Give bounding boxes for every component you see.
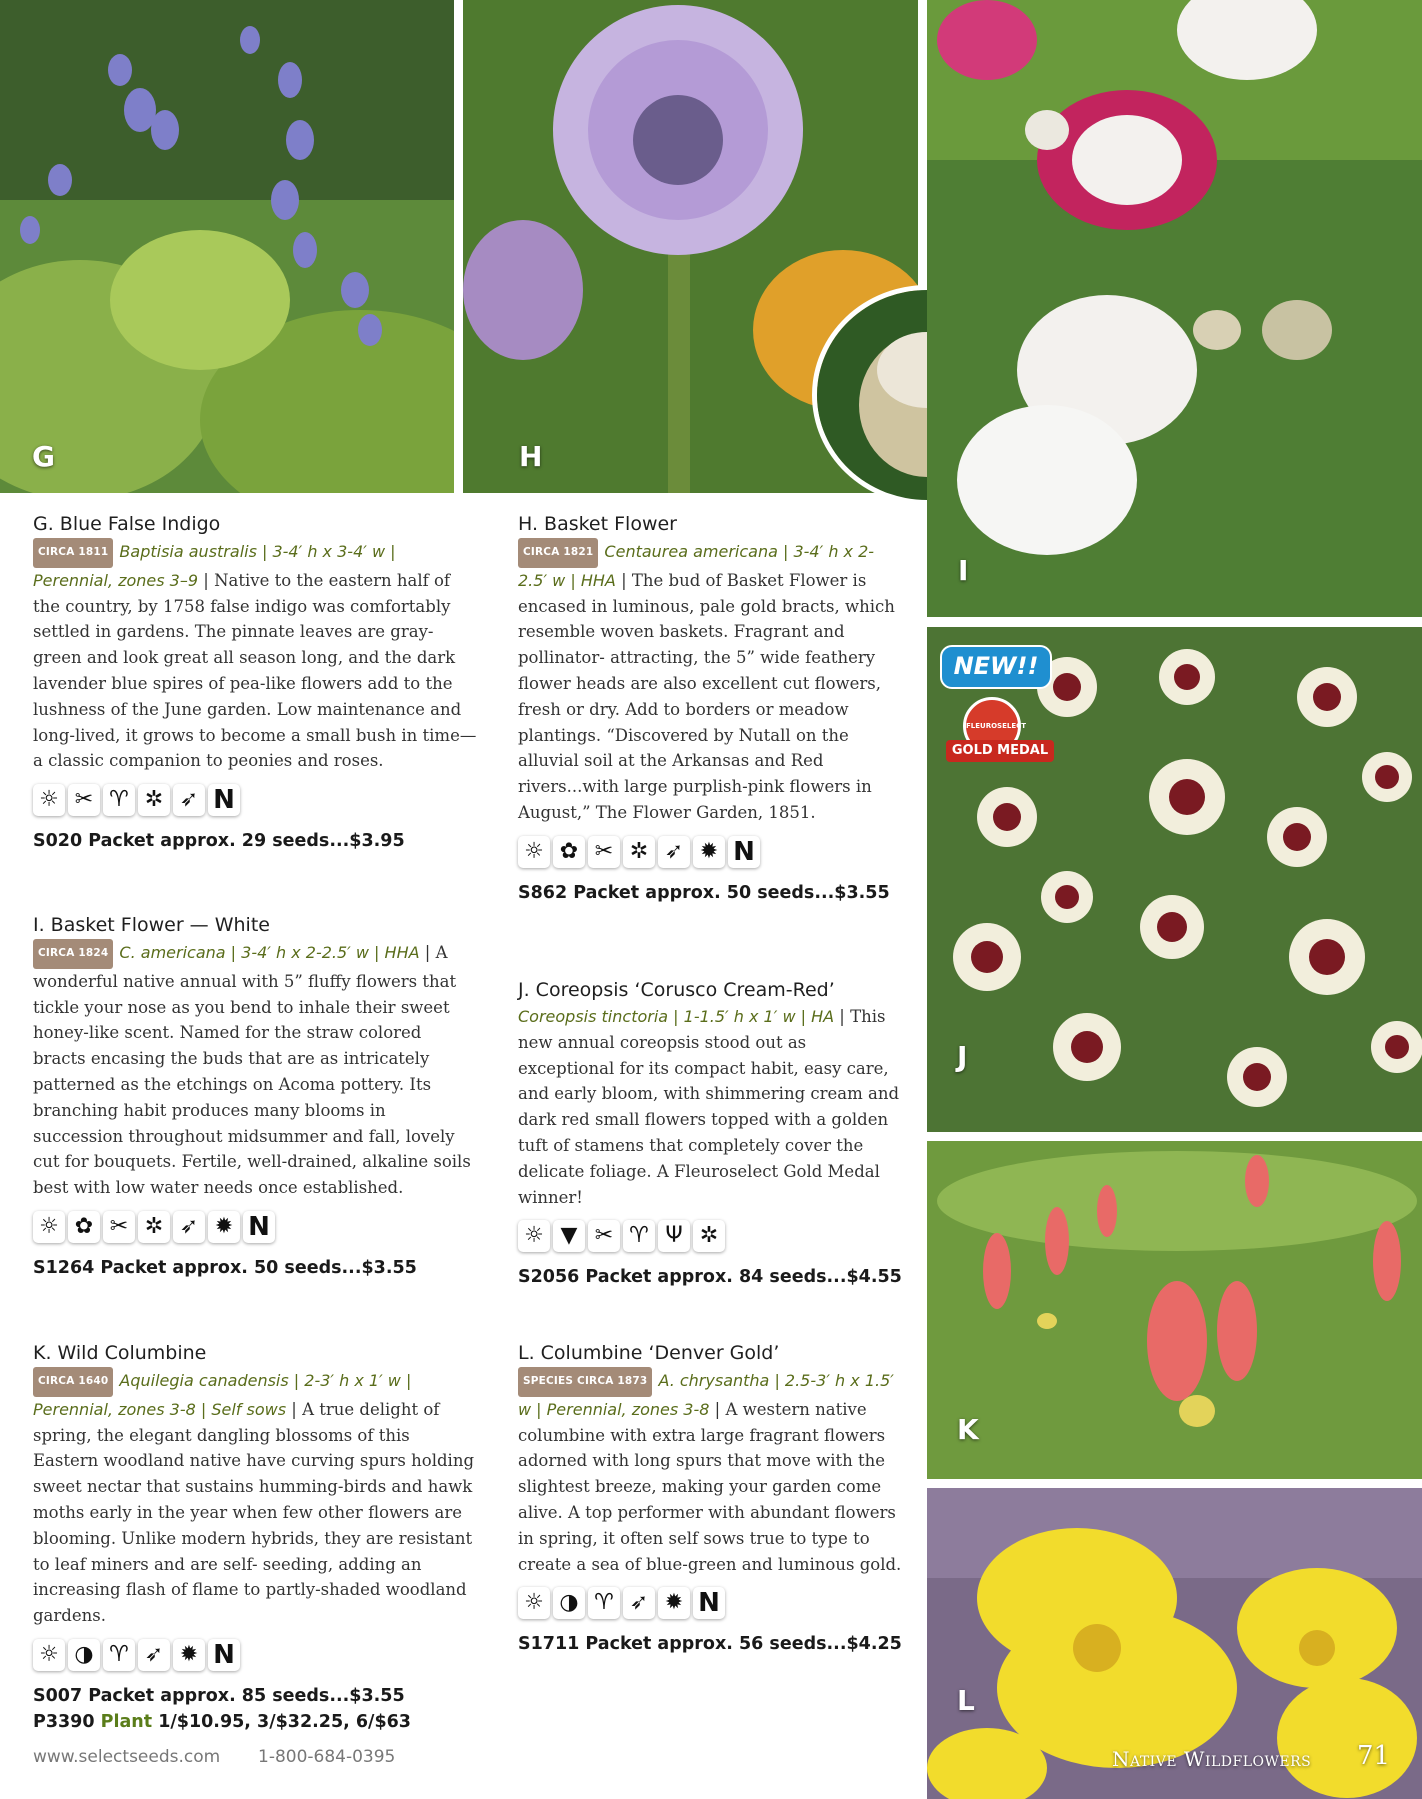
bee-icon: ✹ xyxy=(173,1639,205,1671)
entry-i-price: S1264 Packet approx. 50 seeds...$3.55 xyxy=(33,1257,417,1278)
gold-medal-badge: GOLD MEDAL xyxy=(946,740,1054,762)
sun-icon: ☼ xyxy=(33,1639,65,1671)
entry-j-body xyxy=(518,1004,903,1210)
deer-icon: ♈ xyxy=(103,1639,135,1671)
sun-icon: ☼ xyxy=(33,784,65,816)
sun-icon: ☼ xyxy=(518,1220,550,1252)
sun-icon: ☼ xyxy=(518,1587,550,1619)
entry-g-title: G. Blue False Indigo xyxy=(33,513,221,535)
entry-j xyxy=(518,979,903,1290)
footer-website: www.selectseeds.com xyxy=(33,1747,221,1767)
sun-icon: ☼ xyxy=(518,836,550,868)
entry-g-body xyxy=(33,538,477,774)
container-icon: ▼ xyxy=(553,1220,585,1252)
native-icon: N xyxy=(728,836,760,868)
circa-badge: SPECIES CIRCA 1873 xyxy=(518,1367,652,1397)
entry-j-price: S2056 Packet approx. 84 seeds...$4.55 xyxy=(518,1267,902,1288)
scissors-icon: ✂ xyxy=(588,1220,620,1252)
entry-k-sci: Aquilegia canadensis | 2-3′ h x 1′ w | Perennial, zones 3-8 | Self sows xyxy=(33,1371,412,1419)
entry-i-desc: | A wonderful native annual with 5” fluffy flowers that tickle your nose as you bend to inhale their sweet honey-like scent. Named for the straw colored bracts encasing the buds that are as intricately patterned as the etchings on Acoma pottery. Its branching habit produces many blooms in succession throughout midsummer and fall, lovely cut for bouquets. Fertile, well-drained, alkaline soils best with low water needs once established. xyxy=(33,943,471,1198)
entry-k-price: S007 Packet approx. 85 seeds...$3.55 xyxy=(33,1685,405,1706)
hummingbird-icon: ➶ xyxy=(658,836,690,868)
entry-h-desc: | The bud of Basket Flower is encased in luminous, pale gold bracts, which resemble woven baskets. Fragrant and pollinator- attracting, the 5” wide feathery flower heads are also excellent cut flowers, fresh or dry. Add to borders or meadow plantings. “Discovered by Nutall on the alluvial soil at the Arkansas and Red rivers...with large purplish-pink flowers in August,” The Flower Garden, 1851. xyxy=(518,570,895,822)
entry-h xyxy=(518,513,903,906)
entry-g xyxy=(33,513,477,854)
hummingbird-icon: ➶ xyxy=(173,784,205,816)
entry-i-title: I. Basket Flower — White xyxy=(33,914,270,936)
photo-g-blue-false-indigo xyxy=(0,0,454,493)
entry-i-sci: C. americana | 3-4′ h x 2-2.5′ w | HHA xyxy=(119,943,420,962)
circa-badge: CIRCA 1811 xyxy=(33,538,113,568)
bee-icon: ✹ xyxy=(208,1211,240,1243)
entry-i-body xyxy=(33,939,477,1201)
bee-icon: ✹ xyxy=(693,836,725,868)
photo-i-basket-flower-white xyxy=(927,0,1422,617)
entry-k xyxy=(33,1342,477,1735)
scissors-icon: ✂ xyxy=(103,1211,135,1243)
sun-icon: ☼ xyxy=(33,1211,65,1243)
photo-label-j: J xyxy=(957,1040,968,1073)
fragrance-icon: ✿ xyxy=(68,1211,100,1243)
entry-l-sci: A. chrysantha | 2.5-3′ h x 1.5′ w | Perennial, zones 3-8 xyxy=(518,1371,894,1419)
photo-label-l: L xyxy=(957,1684,975,1717)
entry-l-price: S1711 Packet approx. 56 seeds...$4.25 xyxy=(518,1634,902,1655)
entry-l-body xyxy=(518,1367,903,1577)
entry-k-plant-price xyxy=(33,1709,477,1735)
bee-icon: ✹ xyxy=(658,1587,690,1619)
entry-h-icons xyxy=(518,836,903,868)
photo-label-i: I xyxy=(958,554,969,587)
butterfly-icon: ✲ xyxy=(623,836,655,868)
page-number: 71 xyxy=(1357,1741,1391,1771)
circa-badge: CIRCA 1640 xyxy=(33,1367,113,1397)
butterfly-icon: ✲ xyxy=(138,784,170,816)
entry-h-sci: Centaurea americana | 3-4′ h x 2-2.5′ w | HHA xyxy=(518,542,875,590)
new-badge: NEW!! xyxy=(940,645,1052,689)
entry-l-title: L. Columbine ‘Denver Gold’ xyxy=(518,1342,780,1364)
entry-k-body xyxy=(33,1367,477,1629)
entry-l xyxy=(518,1342,903,1657)
native-icon: N xyxy=(243,1211,275,1243)
entry-k-title: K. Wild Columbine xyxy=(33,1342,207,1364)
hummingbird-icon: ➶ xyxy=(138,1639,170,1671)
entry-h-body xyxy=(518,538,903,826)
entry-i-icons xyxy=(33,1211,477,1243)
plant-prices: 1/$10.95, 3/$32.25, 6/$63 xyxy=(158,1711,411,1732)
section-title: Native Wildflowers xyxy=(1112,1747,1312,1771)
photo-label-k: K xyxy=(957,1413,979,1446)
circa-badge: CIRCA 1821 xyxy=(518,538,598,568)
entry-j-icons xyxy=(518,1220,903,1252)
deer-icon: ♈ xyxy=(588,1587,620,1619)
entry-h-title: H. Basket Flower xyxy=(518,513,677,535)
photo-label-h: H xyxy=(519,440,543,473)
native-icon: N xyxy=(208,1639,240,1671)
plant-word: Plant xyxy=(100,1711,153,1732)
butterfly-icon: ✲ xyxy=(138,1211,170,1243)
part-shade-icon: ◑ xyxy=(553,1587,585,1619)
entry-g-icons xyxy=(33,784,477,816)
deer-icon: ♈ xyxy=(103,784,135,816)
entry-g-price: S020 Packet approx. 29 seeds...$3.95 xyxy=(33,831,405,852)
entry-k-icons xyxy=(33,1639,477,1671)
circa-badge: CIRCA 1824 xyxy=(33,939,113,969)
entry-j-sci: Coreopsis tinctoria | 1-1.5′ h x 1′ w | HA xyxy=(518,1007,835,1026)
scissors-icon: ✂ xyxy=(68,784,100,816)
photo-label-g: G xyxy=(32,440,55,473)
hummingbird-icon: ➶ xyxy=(173,1211,205,1243)
entry-k-desc: | A true delight of spring, the elegant dangling blossoms of this Eastern woodland native have curving spurs holding sweet nectar that sustains humming-birds and hawk moths early in the year when few other flowers are blooming. Unlike modern hybrids, they are resistant to leaf miners and are self- seeding, adding an increasing flash of flame to partly-shaded woodland gardens. xyxy=(33,1399,475,1626)
entry-j-title: J. Coreopsis ‘Corusco Cream-Red’ xyxy=(518,979,835,1001)
scissors-icon: ✂ xyxy=(588,836,620,868)
entry-l-desc: | A western native columbine with extra large fragrant flowers adorned with long spurs that move with the slightest breeze, making your garden come alive. A top performer with abundant flowers in spring, it often self sows true to type to create a sea of blue-green and luminous gold. xyxy=(518,1399,902,1574)
native-icon: N xyxy=(693,1587,725,1619)
entry-j-desc: | This new annual coreopsis stood out as exceptional for its compact habit, easy care, and early bloom, with shimmering cream and dark red small flowers topped with a golden tuft of stamens that completely cover the delicate foliage. A Fleuroselect Gold Medal winner! xyxy=(518,1007,900,1207)
cactus-icon: Ψ xyxy=(658,1220,690,1252)
fleuroselect-seal: FLEUROSELECT xyxy=(963,697,1021,755)
entry-i xyxy=(33,914,477,1281)
native-icon: N xyxy=(208,784,240,816)
entry-g-sci: Baptisia australis | 3-4′ h x 3-4′ w | Perennial, zones 3–9 xyxy=(33,542,396,590)
hummingbird-icon: ➶ xyxy=(623,1587,655,1619)
photo-k-wild-columbine xyxy=(927,1141,1422,1479)
entry-l-icons xyxy=(518,1587,903,1619)
entry-h-price: S862 Packet approx. 50 seeds...$3.55 xyxy=(518,882,890,903)
part-shade-icon: ◑ xyxy=(68,1639,100,1671)
entry-g-desc: | Native to the eastern half of the country, by 1758 false indigo was comfortably settled in gardens. The pinnate leaves are gray-green and look great all season long, and the dark lavender blue spires of pea-like flowers add to the lushness of the June garden. Low maintenance and long-lived, it grows to become a small bush in time—a classic companion to peonies and roses. xyxy=(33,570,477,771)
deer-icon: ♈ xyxy=(623,1220,655,1252)
fragrance-icon: ✿ xyxy=(553,836,585,868)
footer-phone: 1-800-684-0395 xyxy=(258,1747,396,1767)
plant-code: P3390 xyxy=(33,1711,95,1732)
butterfly-icon: ✲ xyxy=(693,1220,725,1252)
